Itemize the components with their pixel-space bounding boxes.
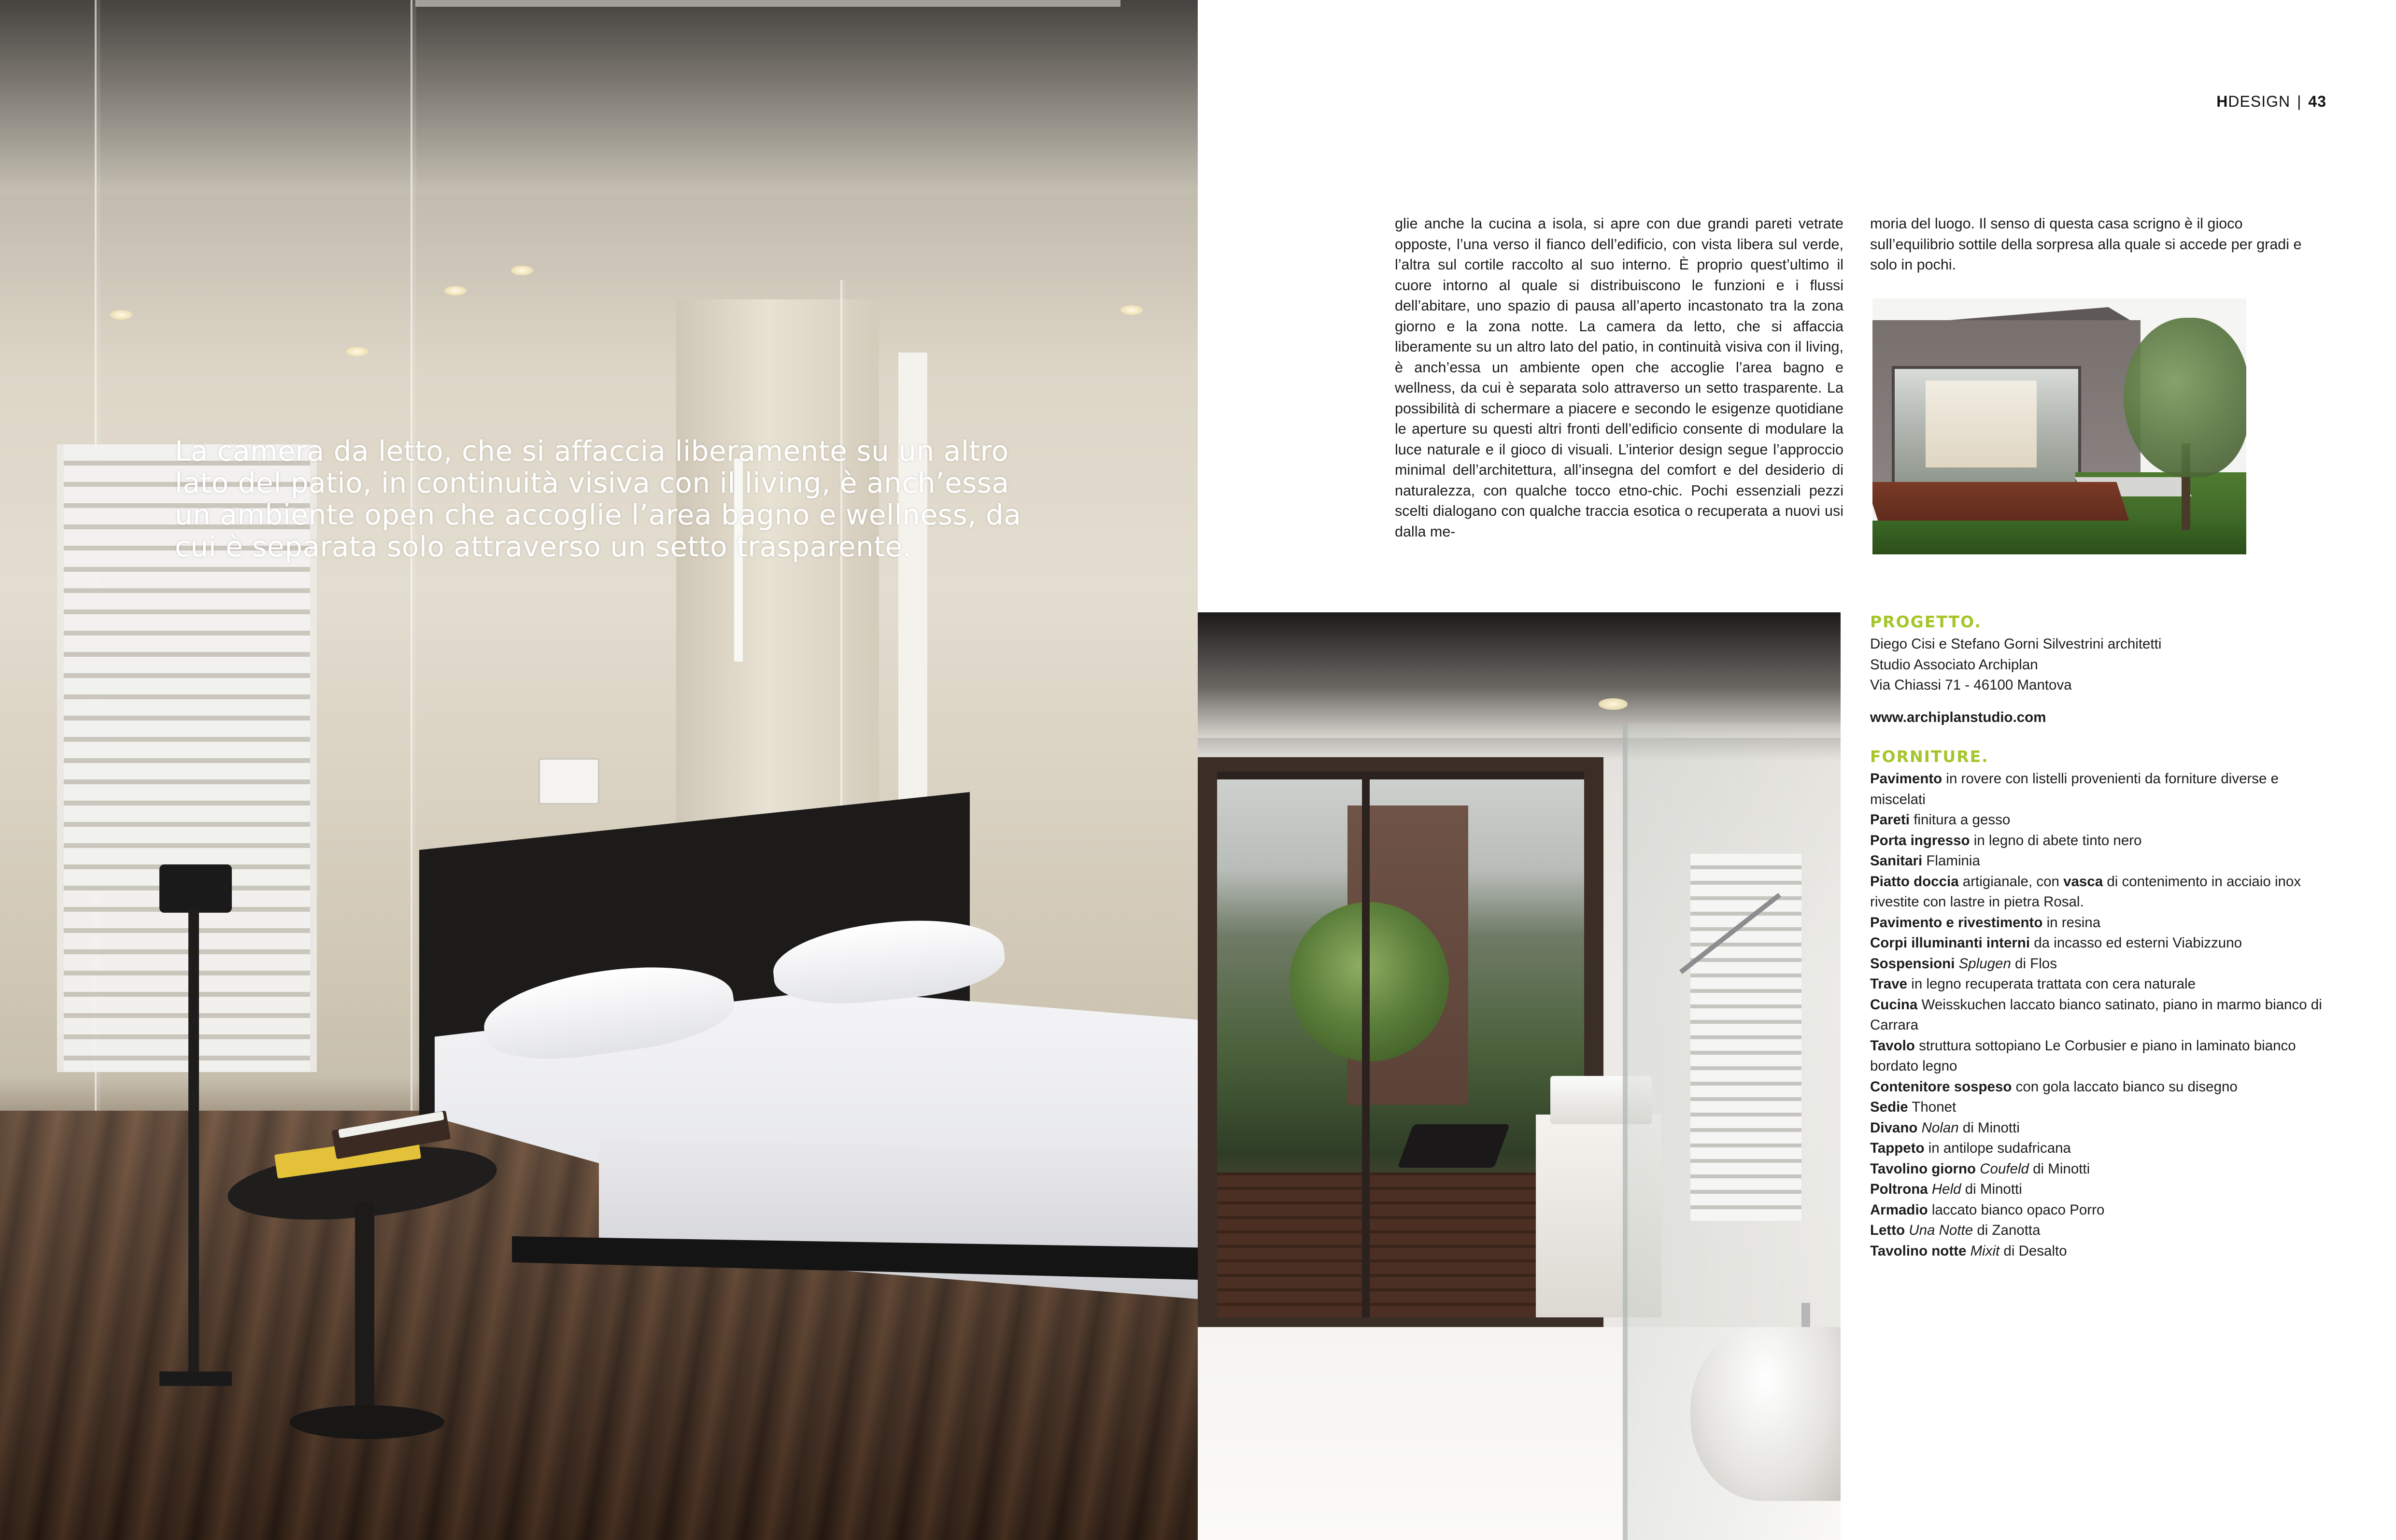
project-address: Via Chiassi 71 - 46100 Mantova [1870, 677, 2072, 693]
supply-desc: da incasso ed esterni Viabizzuno [2030, 935, 2242, 951]
supply-name: Sospensioni [1870, 955, 1955, 972]
magazine-brand-initial: H [2216, 93, 2228, 110]
supply-name: Piatto doccia [1870, 873, 1959, 890]
supply-desc-2: di Minotti [1961, 1181, 2022, 1197]
nightstand-leg [355, 1202, 374, 1425]
supply-name: Tappeto [1870, 1140, 1925, 1156]
wood-deck [1872, 482, 2131, 525]
supply-desc: in resina [2042, 914, 2101, 931]
project-heading: PROGETTO. [1870, 612, 1982, 631]
supply-item [1870, 974, 2334, 995]
supply-item [1870, 995, 2334, 1036]
photo-caption: La camera da letto, che si affaccia liberamente su un altro lato del patio, in continuità visiva con il living, è anch’essa un ambiente open che accoglie l’area bagno e wellness, da cui è separata solo attraverso un setto trasparente. [175, 435, 1021, 563]
courtyard-deck [1217, 1173, 1584, 1317]
supplies-list [1870, 769, 2334, 1261]
supply-name: Cucina [1870, 996, 1918, 1013]
ceiling-light [444, 286, 467, 296]
supply-desc: artigianale, con [1958, 873, 2064, 890]
ceiling-light [346, 347, 368, 356]
supply-desc: in antilope sudafricana [1924, 1140, 2071, 1156]
supply-desc-2: di Minotti [2028, 1160, 2090, 1177]
door-mullion [1362, 772, 1370, 1317]
supply-desc: in rovere con listelli provenienti da forniture diverse e miscelati [1870, 771, 2279, 807]
supply-item [1870, 851, 2334, 872]
supply-item [1870, 1220, 2334, 1241]
supply-desc: in legno di abete tinto nero [1970, 832, 2142, 848]
supply-model: Nolan [1921, 1119, 1959, 1136]
supply-desc-2: di contenimento in acciaio inox rivestite con lastre in pietra Rosal. [1870, 873, 2301, 910]
nightstand-base [290, 1405, 444, 1439]
supply-desc: con gola laccato bianco su disegno [2012, 1078, 2238, 1095]
door-transom [1217, 772, 1584, 779]
supply-item [1870, 1200, 2334, 1221]
ceiling [0, 0, 1198, 193]
supply-item [1870, 1118, 2334, 1139]
supply-desc [1928, 1181, 1932, 1197]
supply-name: Pavimento e rivestimento [1870, 914, 2043, 931]
supply-item [1870, 831, 2334, 851]
supply-desc: Weisskuchen laccato bianco satinato, piano in marmo bianco di Carrara [1870, 996, 2322, 1033]
supply-name: Porta ingresso [1870, 832, 1970, 848]
supply-item [1870, 913, 2334, 933]
supply-model: Mixit [1970, 1243, 2000, 1259]
supply-item [1870, 1138, 2334, 1159]
supply-model: Splugen [1958, 955, 2011, 972]
supply-name: Trave [1870, 976, 1908, 992]
supply-item [1870, 769, 2334, 810]
speaker-base [159, 1371, 232, 1386]
supply-model: Coufeld [1980, 1160, 2029, 1177]
ceiling [1198, 612, 1841, 738]
supply-desc [1955, 956, 1958, 972]
supply-item [1870, 810, 2334, 831]
supply-name: Tavolo [1870, 1037, 1915, 1054]
supply-desc: finitura a gesso [1910, 812, 2011, 828]
supply-name-2: vasca [2063, 873, 2103, 890]
supply-desc: Thonet [1908, 1099, 1956, 1115]
header-separator: | [2297, 93, 2302, 110]
ceiling-light [1599, 698, 1628, 710]
supply-item [1870, 1097, 2334, 1118]
ceiling-light [1120, 305, 1143, 315]
supply-name: Contenitore sospeso [1870, 1078, 2012, 1095]
supply-name: Tavolino notte [1870, 1243, 1967, 1259]
supply-model: Held [1931, 1181, 1961, 1197]
supply-item [1870, 933, 2334, 954]
magazine-brand: DESIGN [2228, 93, 2291, 110]
supply-item [1870, 1036, 2334, 1077]
supply-item [1870, 1179, 2334, 1200]
supply-desc-2: di Desalto [1999, 1243, 2067, 1259]
supply-name: Sedie [1870, 1099, 1908, 1115]
supply-desc: laccato bianco opaco Porro [1928, 1201, 2105, 1218]
speaker-stand [188, 908, 199, 1376]
supply-name: Tavolino giorno [1870, 1160, 1976, 1177]
supply-desc [1966, 1243, 1970, 1259]
supply-name: Corpi illuminanti interni [1870, 935, 2030, 951]
supply-desc-2: di Minotti [1958, 1119, 2020, 1136]
supply-name: Pavimento [1870, 771, 1942, 787]
house-exterior-photo [1872, 298, 2246, 554]
studio-website: www.archiplanstudio.com [1870, 709, 2046, 725]
supply-name: Sanitari [1870, 853, 1923, 869]
project-studio: Studio Associato Archiplan [1870, 656, 2038, 673]
supply-desc: in legno recuperata trattata con cera naturale [1907, 976, 2196, 992]
supply-model: Una Notte [1909, 1222, 1973, 1238]
project-architects: Diego Cisi e Stefano Gorni Silvestrini architetti [1870, 636, 2162, 652]
lounge-chair [1398, 1124, 1510, 1168]
towel-radiator [1690, 854, 1801, 1221]
supply-desc-2: di Zanotta [1973, 1222, 2041, 1238]
supply-item [1870, 1159, 2334, 1180]
speaker [159, 864, 232, 913]
body-text-column-2: moria del luogo. Il senso di questa casa scrigno è il gioco sull’equilibrio sottile della sorpresa alla quale si accede per gradi e solo in pochi. [1870, 215, 2302, 273]
supply-name: Armadio [1870, 1201, 1928, 1218]
bathroom-photo [1198, 612, 1841, 1540]
house-interior [1926, 381, 2037, 467]
body-text-column-1: glie anche la cucina a isola, si apre con due grandi pareti vetrate opposte, l’una verso il fianco dell’edificio, con vista libera sul verde, l’altra sul cortile raccolto al suo interno. È proprio quest’ultimo il cuore intorno al quale si distribuiscono le funzioni e i flussi dell’abitare, uno spazio di pausa all’aperto incastonato tra la zona giorno e la zona notte. La camera da letto, che si affaccia liberamente su un altro lato del patio, in continuità visiva con il living, è anch’essa un ambiente open che accoglie l’area bagno e wellness, da cui è separata solo attraverso un setto trasparente. La possibilità di schermare a piacere e secondo le esigenze quotidiane le aperture su questi altri fronti dell’edificio consente di modulare la luce naturale e il gioco di visuali. L’interior design segue l’approccio minimal dell’architettura, all’insegna del comfort e del desiderio di naturalezza, con qualche tocco etno-chic. Pochi essenziali pezzi scelti dialogano con qualche traccia esotica o recuperata a nuovi usi dalla me- [1395, 215, 1843, 540]
credits-box [1870, 612, 2334, 1261]
olive-tree [2124, 318, 2246, 477]
supply-desc: struttura sottopiano Le Corbusier e piano in laminato bianco bordato legno [1870, 1037, 2296, 1074]
ceiling-light [110, 310, 132, 320]
supply-item [1870, 1241, 2334, 1262]
bidet [1690, 1327, 1841, 1501]
supply-item [1870, 954, 2334, 975]
supply-desc [1917, 1120, 1921, 1136]
supply-name: Divano [1870, 1119, 1918, 1136]
supply-desc: Flaminia [1922, 853, 1980, 869]
supply-desc-2: di Flos [2011, 955, 2057, 972]
supply-item [1870, 1077, 2334, 1098]
supply-name: Poltrona [1870, 1181, 1928, 1197]
supply-name: Pareti [1870, 812, 1910, 828]
flush-plate [539, 758, 599, 805]
page-number: 43 [2308, 93, 2326, 110]
supply-name: Letto [1870, 1222, 1905, 1238]
supply-item [1870, 872, 2334, 913]
supplies-heading: FORNITURE. [1870, 747, 1989, 766]
ceiling-light [511, 266, 533, 275]
glass-top-rail [415, 0, 1120, 7]
page-header [2216, 93, 2326, 111]
